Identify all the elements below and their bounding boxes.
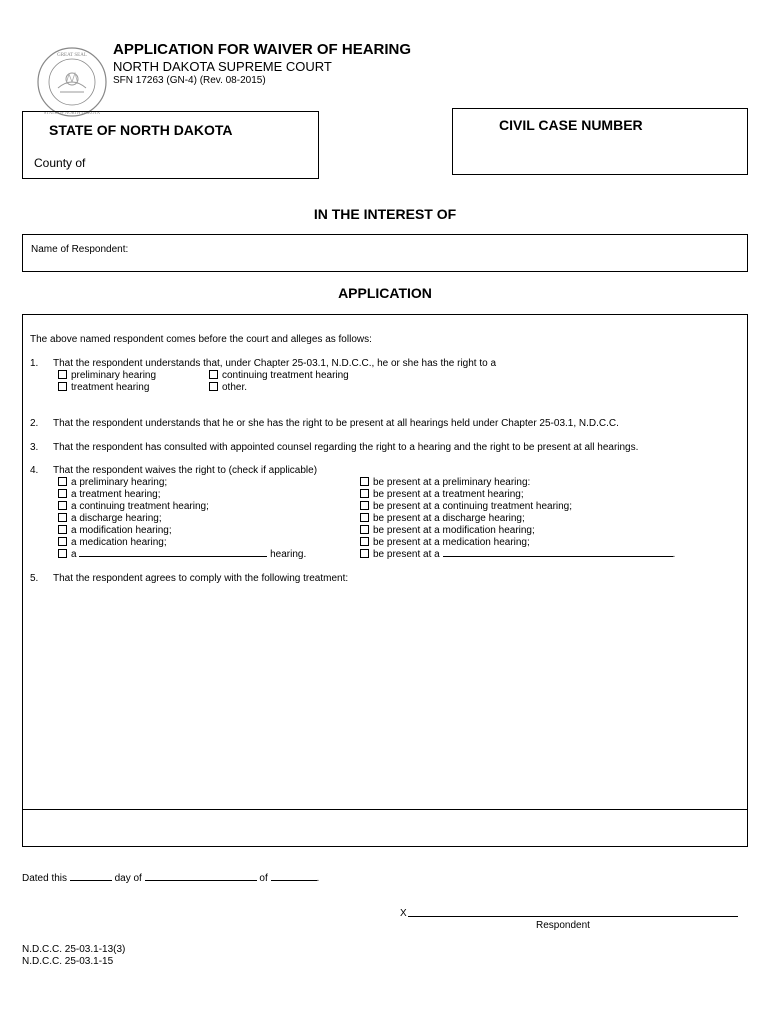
state-county-box: [22, 111, 319, 179]
item-number: 5.: [30, 573, 39, 584]
option-label: a discharge hearing;: [71, 513, 162, 524]
dated-line: [22, 873, 319, 885]
form-title: APPLICATION FOR WAIVER OF HEARING: [113, 41, 412, 58]
option-label: preliminary hearing: [71, 370, 157, 381]
option-label: continuing treatment hearing: [222, 370, 349, 381]
citation-2: N.D.C.C. 25-03.1-15: [22, 956, 114, 967]
waive-option[interactable]: [58, 477, 167, 489]
court-name: NORTH DAKOTA SUPREME COURT: [113, 59, 332, 74]
state-title: STATE OF NORTH DAKOTA: [49, 122, 233, 138]
waive-option[interactable]: [58, 537, 167, 549]
item-3-text: That the respondent has consulted with appointed counsel regarding the right to a hearing and the right to be present at all hearings.: [53, 442, 639, 453]
respondent-name-field[interactable]: [22, 234, 748, 272]
checkbox[interactable]: [209, 370, 218, 379]
option-label: a treatment hearing;: [71, 489, 161, 500]
checkbox-option[interactable]: [209, 382, 247, 394]
option-label: hearing.: [270, 549, 307, 560]
of-label: of: [259, 873, 268, 884]
case-number-box[interactable]: [452, 108, 748, 175]
option-label: be present at a preliminary hearing:: [373, 477, 531, 488]
citation-1: N.D.C.C. 25-03.1-13(3): [22, 944, 126, 955]
hearing-type-field[interactable]: [79, 556, 267, 557]
option-label: treatment hearing: [71, 382, 150, 393]
application-heading: APPLICATION: [338, 285, 432, 301]
option-label: a modification hearing;: [71, 525, 172, 536]
option-label: be present at a: [373, 549, 440, 560]
waive-option[interactable]: [360, 525, 535, 537]
checkbox[interactable]: [58, 489, 67, 498]
checkbox[interactable]: [360, 549, 369, 558]
interest-heading: IN THE INTEREST OF: [313, 206, 457, 222]
waive-option-other[interactable]: [360, 549, 675, 561]
option-label: a preliminary hearing;: [71, 477, 168, 488]
checkbox[interactable]: [360, 513, 369, 522]
option-label: be present at a medication hearing;: [373, 537, 530, 548]
month-field[interactable]: [145, 880, 257, 881]
checkbox[interactable]: [360, 477, 369, 486]
checkbox-option[interactable]: [58, 382, 149, 394]
state-seal-icon: [36, 46, 108, 118]
item-4-text: That the respondent waives the right to (check if applicable): [53, 465, 318, 476]
option-label: be present at a continuing treatment hearing;: [373, 501, 573, 512]
checkbox[interactable]: [360, 489, 369, 498]
seal-top-text: GREAT SEAL: [57, 53, 87, 58]
option-label: be present at a treatment hearing;: [373, 489, 524, 500]
county-label[interactable]: County of: [34, 156, 86, 170]
option-label: .: [672, 549, 676, 560]
checkbox[interactable]: [58, 501, 67, 510]
treatment-text-area[interactable]: [30, 590, 740, 802]
intro-text: The above named respondent comes before the court and alleges as follows:: [30, 334, 372, 345]
checkbox-option[interactable]: [209, 370, 349, 382]
item-number: 1.: [30, 358, 39, 369]
checkbox[interactable]: [360, 525, 369, 534]
item-5-text: That the respondent agrees to comply with the following treatment:: [53, 573, 349, 584]
waive-option[interactable]: [58, 513, 162, 525]
option-label: other.: [222, 382, 248, 393]
waive-option[interactable]: [360, 501, 572, 513]
waive-option[interactable]: [58, 501, 209, 513]
checkbox[interactable]: [360, 537, 369, 546]
respondent-label: Name of Respondent:: [31, 244, 129, 255]
application-divider: [22, 809, 748, 810]
option-label: a continuing treatment hearing;: [71, 501, 209, 512]
form-number: SFN 17263 (GN-4) (Rev. 08-2015): [113, 75, 266, 86]
waive-option-other[interactable]: [58, 549, 306, 561]
year-field[interactable]: [271, 880, 317, 881]
respondent-caption: Respondent: [536, 920, 590, 931]
waive-option[interactable]: [360, 537, 530, 549]
item-number: 4.: [30, 465, 39, 476]
signature-x: X: [400, 908, 407, 919]
waive-option[interactable]: [360, 477, 530, 489]
checkbox[interactable]: [58, 382, 67, 391]
seal-bottom-text: STATE OF NORTH DAKOTA: [43, 110, 101, 115]
checkbox[interactable]: [58, 513, 67, 522]
item-2-text: That the respondent understands that he or she has the right to be present at all hearings held under Chapter 25-03.1, N.D.C.C.: [53, 418, 619, 429]
waive-option[interactable]: [58, 525, 172, 537]
case-number-title: CIVIL CASE NUMBER: [499, 117, 643, 133]
checkbox[interactable]: [209, 382, 218, 391]
waive-option[interactable]: [360, 513, 525, 525]
day-of-label: day of: [114, 873, 142, 884]
dated-this-label: Dated this: [22, 873, 68, 884]
item-number: 2.: [30, 418, 39, 429]
checkbox[interactable]: [58, 477, 67, 486]
option-label: a medication hearing;: [71, 537, 167, 548]
option-label: be present at a discharge hearing;: [373, 513, 525, 524]
option-label: be present at a modification hearing;: [373, 525, 535, 536]
checkbox[interactable]: [360, 501, 369, 510]
item-1-text: That the respondent understands that, under Chapter 25-03.1, N.D.C.C., he or she has the right to a: [53, 358, 497, 369]
day-field[interactable]: [70, 880, 112, 881]
waive-option[interactable]: [360, 489, 524, 501]
item-number: 3.: [30, 442, 39, 453]
respondent-signature-line[interactable]: [408, 916, 738, 917]
checkbox[interactable]: [58, 549, 67, 558]
checkbox[interactable]: [58, 525, 67, 534]
period: .: [316, 873, 320, 884]
option-label: a: [71, 549, 77, 560]
hearing-type-field[interactable]: [443, 556, 673, 557]
checkbox[interactable]: [58, 537, 67, 546]
waive-option[interactable]: [58, 489, 161, 501]
checkbox[interactable]: [58, 370, 67, 379]
checkbox-option[interactable]: [58, 370, 156, 382]
